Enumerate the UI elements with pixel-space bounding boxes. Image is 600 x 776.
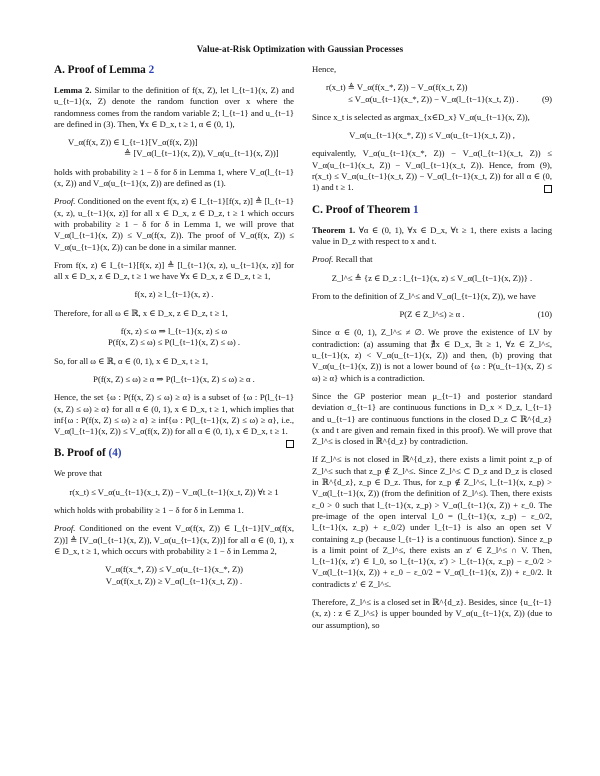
qed-box — [544, 185, 552, 193]
paragraph-since-alpha: Since α ∈ (0, 1), Z_l^≤ ≠ ∅. We prove the existence of LV by contradiction: (a) assuming that ∄x ∈ D_x, ∃t ≥ 1, ∀z ∈ Z_l^≤, u_{t−1}(x, z) < V_α(u_{t−1}(x, Z)) and then, (b) proving that V_α(u_{t−1}(x, Z)) is not a lower bound of {ω : P(u_{t−1}(x, Z) ≤ ω) ≥ α} which is a contradiction. — [312, 327, 552, 383]
section-c-title: C. Proof of Theorem 1 — [312, 203, 419, 216]
paragraph-since-selected: Since x_t is selected as argmax_{x∈D_x} V_α(u_{t−1}(x, Z)), — [312, 111, 530, 122]
lemma-after-text: holds with probability ≥ 1 − δ for δ in Lemma 1, where V_α(l_{t−1}(x, Z)) and V_α(u_{t−1}(x, Z)) are defined as (1). — [54, 166, 294, 189]
equation-h: Z_l^≤ ≜ {z ∈ D_z : l_{t−1}(x, z) ≤ V_α(l_{t−1}(x, Z))} . — [331, 272, 533, 283]
lemma-2: Lemma 2. Similar to the definition of f(x, Z), let l_{t−1}(x, Z) and u_{t−1}(x, Z) denote the random function over x where the randomness comes from the random variable Z; l_{t−1} and u_{t−1} are defined in (3). Then, ∀x ∈ D_x, t ≥ 1, α ∈ (0, 1), — [54, 85, 294, 129]
section-b-title: B. Proof of (4) — [54, 447, 122, 460]
equation-c: P(f(x, Z) ≤ ω) ≥ α ⇒ P(l_{t−1}(x, Z) ≤ ω) ≥ α . — [93, 373, 255, 384]
equation-10: P(Z ∈ Z_l^≤) ≥ α . (10) — [399, 309, 552, 320]
equation-number: (10) — [537, 309, 552, 320]
proof-3: Proof. Recall that — [312, 254, 373, 265]
proof-label: Proof. — [312, 254, 334, 265]
paragraph-which-holds: which holds with probability ≥ 1 − δ for δ in Lemma 1. — [54, 505, 244, 516]
paragraph-from: From f(x, z) ∈ I_{t−1}[f(x, z)] ≜ [l_{t−1}(x, z), u_{t−1}(x, z)] for all x ∈ D_x, z ∈ D_z, t ≥ 1 we have ∀x ∈ D_x, z ∈ D_z, t ≥ 1, — [54, 259, 294, 282]
equation-g: V_α(u_{t−1}(x_*, Z)) ≤ V_α(u_{t−1}(x_t, Z)) , — [349, 130, 515, 141]
paragraph-hence-set: Hence, the set {ω : P(f(x, Z) ≤ ω) ≥ α} is a subset of {ω : P(l_{t−1}(x, Z) ≤ ω) ≥ α} for all α ∈ (0, 1), x ∈ D_x, t ≥ 1, which implies that inf{ω : P(f(x, Z) ≤ ω) ≥ α} ≥ inf{ω : P(l_{t−1}(x, Z) ≤ ω) ≥ α}, i.e., V_α(l_{t−1}(x, Z)) ≤ V_α(f(x, Z)) for all α ∈ (0, 1), x ∈ D_x, t ≥ 1. — [54, 392, 294, 437]
theorem-1: Theorem 1. ∀α ∈ (0, 1), ∀x ∈ D_x, ∀t ≥ 1, there exists a lacing value in D_z with respect to x and t. — [312, 224, 552, 246]
qed-box — [286, 440, 294, 448]
paragraph-if-not-closed: If Z_l^≤ is not closed in ℝ^{d_z}, there exists a limit point z_p of Z_l^≤ such that z_p ∉ Z_l^≤. Since Z_l^≤ ⊂ D_z and D_z is closed in ℝ^{d_z}, z_p ∈ D_z. Thus, for z_p ∉ Z_l^≤, l_{t−1}(x, z_p) > V_α(l_{t−1}(x, Z)) (from the definition of Z_l^≤). Then, there exists ε_0 > 0 such that l_{t−1}(x, z_p) > V_α(l_{t−1}(x, Z)) + ε_0. The pre-image of the open interval I_0 = (l_{t−1}(x, z_p) − ε_0/2, l_{t−1}(x, z_p) + ε_0/2) under l_{t−1} is also an open set V containing z_p (because l_{t−1} is a continuous function). Since z_p is a limit point of Z_l^≤, there exists an z′ ∈ Z_l^≤ ∩ V. Then, l_{t−1}(x, z′) ∈ I_0, so l_{t−1}(x, z′) > l_{t−1}(x, z_p) − ε_0/2 > V_α(l_{t−1}(x, Z)) + ε_0 − ε_0/2 = V_α(l_{t−1}(x, Z)) + ε_0/2. It contradicts z′ ∈ Z_l^≤. — [312, 454, 552, 589]
equation-e: V_α(f(x_*, Z)) ≤ V_α(u_{t−1}(x_*, Z)) V_α(f(x_t, Z)) ≥ V_α(l_{t−1}(x_t, Z)) . — [105, 564, 243, 586]
proof-1: Proof. Conditioned on the event f(x, z) ∈ I_{t−1}[f(x, z)] ≜ [l_{t−1}(x, z), u_{t−1}(x, z)] for all x ∈ D_x, z ∈ D_z, t ≥ 1 which occurs with probability ≥ 1 − δ for δ in Lemma 1, we will prove that V_α(l_{t−1}(x, Z)) ≤ V_α(f(x, Z)). The proof of V_α(f(x, Z)) ≤ V_α(u_{t−1}(x, Z)) can be done in a similar manner. — [54, 196, 295, 252]
paragraph-equivalently: equivalently, V_α(u_{t−1}(x_*, Z)) − V_α(l_{t−1}(x_t, Z)) ≤ V_α(u_{t−1}(x_t, Z)) − V_α(l_{t−1}(x_t, Z)). Hence, from (9), r(x_t) ≤ V_α(u_{t−1}(x_t, Z)) − V_α(l_{t−1}(x_t, Z)) for all α ∈ (0, 1) and t ≥ 1. — [312, 148, 552, 193]
paragraph-therefore-closed: Therefore, Z_l^≤ is a closed set in ℝ^{d_z}. Besides, since {u_{t−1}(x, z) : z ∈ Z_l^≤} is upper bounded by V_α(u_{t−1}(x, Z)) (due to our assumption), so — [312, 596, 552, 630]
paragraph-we-prove: We prove that — [54, 468, 102, 479]
proof-label: Proof. — [54, 523, 76, 534]
paragraph-so: So, for all ω ∈ ℝ, α ∈ (0, 1), x ∈ D_x, t ≥ 1, — [54, 355, 209, 366]
paragraph-from-definition: From to the definition of Z_l^≤ and V_α(l_{t−1}(x, Z)), we have — [312, 290, 536, 301]
equation-a: f(x, z) ≥ l_{t−1}(x, z) . — [134, 289, 214, 300]
equation-9: r(x_t) ≜ V_α(f(x_*, Z)) − V_α(f(x_t, Z)) ≤ V_α(u_{t−1}(x_*, Z)) − V_α(l_{t−1}(x_t, Z)) . (9) — [326, 82, 552, 104]
proof-label: Proof. — [54, 196, 76, 207]
lemma-label: Lemma 2. — [54, 85, 92, 95]
running-head: Value-at-Risk Optimization with Gaussian Processes — [196, 44, 404, 54]
section-a-title: A. Proof of Lemma 2 — [54, 64, 155, 76]
left-column — [54, 64, 294, 594]
lemma-ref-link[interactable]: 2 — [148, 64, 155, 76]
equation-b: f(x, z) ≤ ω ⇒ l_{t−1}(x, z) ≤ ω P(f(x, Z) ≤ ω) ≤ P(l_{t−1}(x, Z) ≤ ω) . — [107, 326, 241, 348]
paragraph-therefore: Therefore, for all ω ∈ ℝ, x ∈ D_x, z ∈ D_z, t ≥ 1, — [54, 307, 228, 318]
paragraph-hence: Hence, — [312, 64, 337, 74]
right-column — [312, 64, 552, 638]
lemma-equation: V_α(f(x, Z)) ∈ I_{t−1}[V_α(f(x, Z))] ≜ [V_α(l_{t−1}(x, Z)), V_α(u_{t−1}(x, Z))] — [68, 137, 279, 159]
proof-2: Proof. Conditioned on the event V_α(f(x, Z)) ∈ I_{t−1}[V_α(f(x, Z))] ≜ [V_α(l_{t−1}(x, Z)), V_α(u_{t−1}(x, Z))] for all α ∈ (0, 1), x ∈ D_x, t ≥ 1, which occurs with probability ≥ 1 − δ in Lemma 2, — [54, 523, 294, 556]
equation-number: (9) — [541, 93, 552, 104]
theorem-label: Theorem 1. — [312, 224, 356, 235]
equation-ref-link[interactable]: (4) — [108, 447, 122, 460]
equation-d: r(x_t) ≤ V_α(u_{t−1}(x_t, Z)) − V_α(l_{t−1}(x_t, Z)) ∀t ≥ 1 — [69, 486, 279, 497]
theorem-ref-link[interactable]: 1 — [412, 203, 419, 216]
paragraph-gp-posterior: Since the GP posterior mean μ_{t−1} and posterior standard deviation σ_{t−1} are continuous functions in D_x × D_z, l_{t−1} and u_{t−1} are continuous functions in the closed D_z ⊂ ℝ^{d_z} (x and t are given and remain fixed in this proof). We will prove that Z_l^≤ is closed in ℝ^{d_z} by contradiction. — [312, 390, 552, 447]
